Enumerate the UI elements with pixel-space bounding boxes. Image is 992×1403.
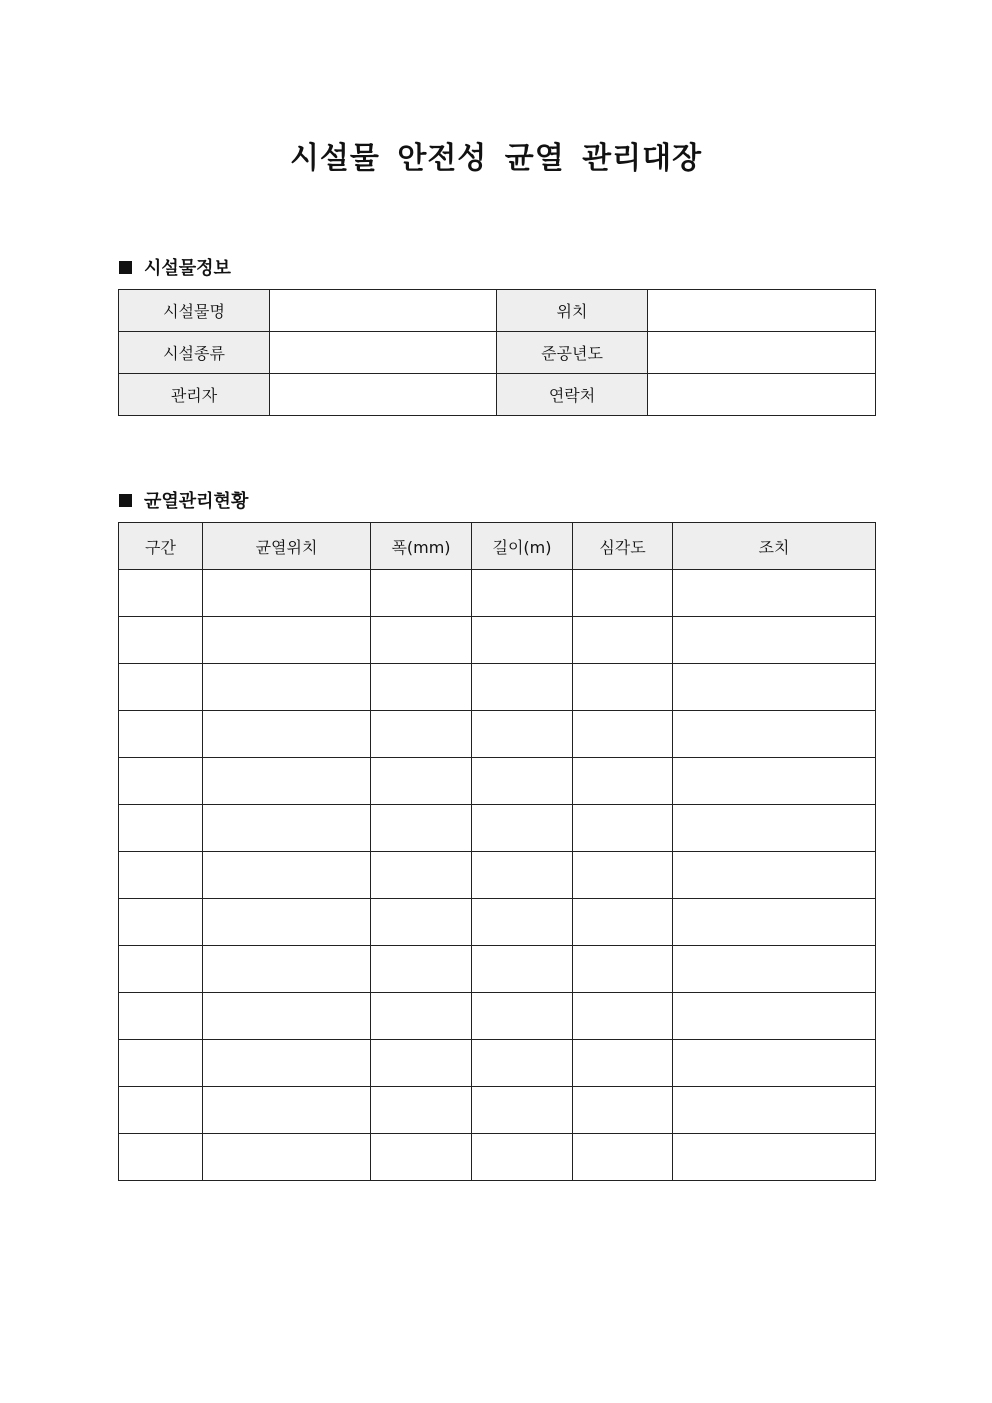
table-row xyxy=(119,570,876,617)
action-cell[interactable] xyxy=(673,852,876,899)
action-cell[interactable] xyxy=(673,899,876,946)
section-cell[interactable] xyxy=(119,946,203,993)
manager-label: 관리자 xyxy=(119,374,270,416)
crack-location-cell[interactable] xyxy=(203,852,371,899)
table-row xyxy=(119,946,876,993)
section-cell[interactable] xyxy=(119,1040,203,1087)
width-cell[interactable] xyxy=(371,758,472,805)
table-row xyxy=(119,290,876,332)
column-header-crack-location: 균열위치 xyxy=(203,523,371,570)
page-title: 시설물 안전성 균열 관리대장 xyxy=(289,141,703,176)
severity-cell[interactable] xyxy=(573,758,673,805)
completion-year-field[interactable] xyxy=(648,332,876,374)
crack-location-cell[interactable] xyxy=(203,1040,371,1087)
section-cell[interactable] xyxy=(119,852,203,899)
table-row xyxy=(119,993,876,1040)
section-cell[interactable] xyxy=(119,758,203,805)
table-row xyxy=(119,1087,876,1134)
action-cell[interactable] xyxy=(673,664,876,711)
crack-status-heading xyxy=(119,487,248,513)
crack-location-cell[interactable] xyxy=(203,1134,371,1181)
table-row xyxy=(119,805,876,852)
facility-type-label: 시설종류 xyxy=(119,332,270,374)
severity-cell[interactable] xyxy=(573,946,673,993)
crack-location-cell[interactable] xyxy=(203,617,371,664)
length-cell[interactable] xyxy=(472,1040,573,1087)
severity-cell[interactable] xyxy=(573,805,673,852)
facility-info-table xyxy=(118,289,876,416)
section-cell[interactable] xyxy=(119,664,203,711)
section-cell[interactable] xyxy=(119,899,203,946)
action-cell[interactable] xyxy=(673,711,876,758)
column-header-section: 구간 xyxy=(119,523,203,570)
section-cell[interactable] xyxy=(119,1087,203,1134)
width-cell[interactable] xyxy=(371,946,472,993)
length-cell[interactable] xyxy=(472,899,573,946)
crack-location-cell[interactable] xyxy=(203,946,371,993)
section-cell[interactable] xyxy=(119,993,203,1040)
facility-info-heading-label: 시설물정보 xyxy=(144,258,231,279)
action-cell[interactable] xyxy=(673,993,876,1040)
section-cell[interactable] xyxy=(119,805,203,852)
location-label: 위치 xyxy=(497,290,648,332)
severity-cell[interactable] xyxy=(573,1134,673,1181)
table-row xyxy=(119,711,876,758)
action-cell[interactable] xyxy=(673,1087,876,1134)
width-cell[interactable] xyxy=(371,805,472,852)
width-cell[interactable] xyxy=(371,570,472,617)
table-row xyxy=(119,758,876,805)
width-cell[interactable] xyxy=(371,1040,472,1087)
action-cell[interactable] xyxy=(673,1040,876,1087)
column-header-width: 폭(mm) xyxy=(371,523,472,570)
action-cell[interactable] xyxy=(673,570,876,617)
manager-field[interactable] xyxy=(270,374,497,416)
contact-field[interactable] xyxy=(648,374,876,416)
facility-name-label: 시설물명 xyxy=(119,290,270,332)
width-cell[interactable] xyxy=(371,852,472,899)
action-cell[interactable] xyxy=(673,1134,876,1181)
section-cell[interactable] xyxy=(119,1134,203,1181)
table-row xyxy=(119,374,876,416)
crack-location-cell[interactable] xyxy=(203,711,371,758)
section-cell[interactable] xyxy=(119,617,203,664)
length-cell[interactable] xyxy=(472,1087,573,1134)
width-cell[interactable] xyxy=(371,1087,472,1134)
width-cell[interactable] xyxy=(371,664,472,711)
action-cell[interactable] xyxy=(673,805,876,852)
square-bullet-icon xyxy=(119,494,132,507)
length-cell[interactable] xyxy=(472,570,573,617)
facility-type-field[interactable] xyxy=(270,332,497,374)
table-row xyxy=(119,664,876,711)
table-row xyxy=(119,899,876,946)
crack-location-cell[interactable] xyxy=(203,570,371,617)
column-header-action: 조치 xyxy=(673,523,876,570)
column-header-length: 길이(m) xyxy=(472,523,573,570)
table-row xyxy=(119,332,876,374)
width-cell[interactable] xyxy=(371,993,472,1040)
crack-location-cell[interactable] xyxy=(203,758,371,805)
length-cell[interactable] xyxy=(472,1134,573,1181)
length-cell[interactable] xyxy=(472,617,573,664)
action-cell[interactable] xyxy=(673,946,876,993)
square-bullet-icon xyxy=(119,261,132,274)
severity-cell[interactable] xyxy=(573,1040,673,1087)
section-cell[interactable] xyxy=(119,711,203,758)
section-cell[interactable] xyxy=(119,570,203,617)
length-cell[interactable] xyxy=(472,758,573,805)
table-header-row xyxy=(119,523,876,570)
table-row xyxy=(119,1040,876,1087)
crack-location-cell[interactable] xyxy=(203,664,371,711)
crack-location-cell[interactable] xyxy=(203,805,371,852)
facility-name-field[interactable] xyxy=(270,290,497,332)
width-cell[interactable] xyxy=(371,1134,472,1181)
table-row xyxy=(119,852,876,899)
length-cell[interactable] xyxy=(472,711,573,758)
length-cell[interactable] xyxy=(472,852,573,899)
crack-status-heading-label: 균열관리현황 xyxy=(144,491,249,512)
action-cell[interactable] xyxy=(673,617,876,664)
crack-location-cell[interactable] xyxy=(203,1087,371,1134)
table-row xyxy=(119,1134,876,1181)
column-header-severity: 심각도 xyxy=(573,523,673,570)
crack-management-table xyxy=(118,522,876,1181)
crack-location-cell[interactable] xyxy=(203,899,371,946)
severity-cell[interactable] xyxy=(573,711,673,758)
severity-cell[interactable] xyxy=(573,1087,673,1134)
action-cell[interactable] xyxy=(673,758,876,805)
severity-cell[interactable] xyxy=(573,899,673,946)
severity-cell[interactable] xyxy=(573,570,673,617)
severity-cell[interactable] xyxy=(573,664,673,711)
width-cell[interactable] xyxy=(371,617,472,664)
width-cell[interactable] xyxy=(371,899,472,946)
crack-location-cell[interactable] xyxy=(203,993,371,1040)
contact-label: 연락처 xyxy=(497,374,648,416)
completion-year-label: 준공년도 xyxy=(497,332,648,374)
facility-info-heading xyxy=(119,254,231,280)
severity-cell[interactable] xyxy=(573,617,673,664)
width-cell[interactable] xyxy=(371,711,472,758)
table-row xyxy=(119,617,876,664)
severity-cell[interactable] xyxy=(573,852,673,899)
length-cell[interactable] xyxy=(472,805,573,852)
length-cell[interactable] xyxy=(472,664,573,711)
location-field[interactable] xyxy=(648,290,876,332)
length-cell[interactable] xyxy=(472,993,573,1040)
severity-cell[interactable] xyxy=(573,993,673,1040)
length-cell[interactable] xyxy=(472,946,573,993)
